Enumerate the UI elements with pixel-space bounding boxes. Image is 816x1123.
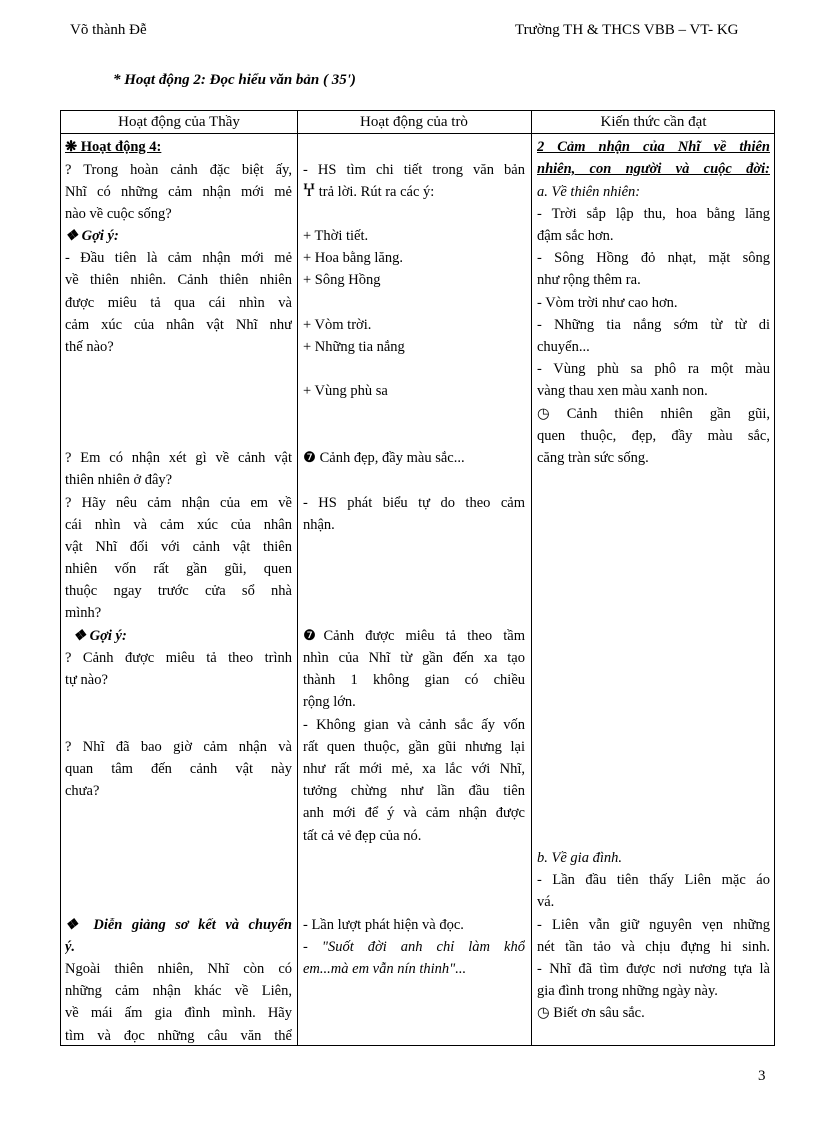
- text-line: + Vùng phù sa: [303, 383, 388, 399]
- section-title: * Hoạt động 2: Đọc hiểu văn bản ( 35'): [113, 72, 356, 88]
- text-line: rộng lớn.: [303, 694, 356, 710]
- text-line: - Sông Hồng đỏ nhạt, mặt sông: [537, 250, 770, 266]
- text-line: cảm xúc của nhân vật Nhĩ như: [65, 317, 292, 333]
- column-header-teacher: Hoạt động của Thầy: [118, 114, 240, 130]
- header-school: Trường TH & THCS VBB – VT- KG: [515, 22, 739, 38]
- text-line: vá.: [537, 894, 555, 910]
- text-line: như rộng thêm ra.: [537, 272, 641, 288]
- text-line: thế nào?: [65, 339, 114, 355]
- text-line: gia đình trong những ngày này.: [537, 983, 718, 999]
- subheading: a. Về thiên nhiên:: [537, 184, 641, 200]
- text-line: Ngoài thiên nhiên, Nhĩ còn có: [65, 961, 292, 977]
- text-line: quen thuộc, đẹp, đầy màu sắc,: [537, 428, 770, 444]
- column-header-student: Hoạt động của trò: [360, 114, 468, 130]
- text-line: nào về cuộc sống?: [65, 206, 172, 222]
- text-line: + Sông Hồng: [303, 272, 381, 288]
- text-line: nhiên vốn rất gần gũi, quen: [65, 561, 292, 577]
- text-line: ◷ Cảnh thiên nhiên gần gũi,: [537, 406, 770, 422]
- text-line: về mái ấm gia đình mình. Hãy: [65, 1005, 292, 1021]
- text-line: - Vòm trời như cao hơn.: [537, 295, 678, 311]
- text-line: những cảm nhận khác về Liên,: [65, 983, 292, 999]
- text-line: nhận.: [303, 517, 335, 533]
- hint-label: ❖ Gợi ý:: [65, 228, 119, 244]
- text-line: vật Nhĩ đối với cảnh vật thiên: [65, 539, 292, 555]
- text-line: anh mới để ý và cảm nhận được: [303, 805, 525, 821]
- text-line: - Đầu tiên là cảm nhận mới mẻ: [65, 250, 292, 266]
- header-author: Võ thành Đễ: [70, 22, 147, 38]
- text-line: nhìn của Nhĩ từ gần đến xa tạo: [303, 650, 525, 666]
- text-line: ? Em có nhận xét gì về cảnh vật: [65, 450, 292, 466]
- lesson-table: [60, 110, 775, 1046]
- text-line: tự nào?: [65, 672, 108, 688]
- text-line: - Lần lượt phát hiện và đọc.: [303, 917, 464, 933]
- summary-label: ❖ Diễn giảng sơ kết và chuyển: [65, 917, 292, 933]
- text-line: - HS tìm chi tiết trong văn bản: [303, 162, 525, 178]
- text-line: - Vùng phù sa phô ra một màu: [537, 361, 770, 377]
- text-line: - Liên vẫn giữ nguyên vẹn những: [537, 917, 770, 933]
- text-line: ◷ Biết ơn sâu sắc.: [537, 1005, 645, 1021]
- text-line: vàng thau xen màu xanh non.: [537, 383, 708, 399]
- text-line: Nhĩ có những cảm nhận mới mẻ: [65, 184, 292, 200]
- section-heading: 2 Cảm nhận của Nhĩ về thiên: [537, 139, 770, 155]
- text-line: + Thời tiết.: [303, 228, 369, 244]
- column-divider: [297, 111, 298, 1045]
- text-line: căng tràn sức sống.: [537, 450, 649, 466]
- text-line: ❼Cảnh được miêu tả theo tầm: [303, 628, 525, 644]
- text-line: thành 1 không gian có chiều: [303, 672, 525, 688]
- text-line: mình?: [65, 605, 102, 621]
- text-line: chưa?: [65, 783, 100, 799]
- text-line: - Nhĩ đã tìm được nơi nương tựa là: [537, 961, 770, 977]
- section-heading: nhiên, con người và cuộc đời:: [537, 161, 770, 177]
- text-line: quan tâm đến cảnh vật này: [65, 761, 292, 777]
- text-line: + Vòm trời.: [303, 317, 372, 333]
- column-header-knowledge: Kiến thức cần đạt: [600, 114, 707, 130]
- summary-label: ý.: [65, 939, 76, 955]
- text-line: Ⴤ trả lời. Rút ra các ý:: [303, 184, 435, 200]
- text-line: cái nhìn và cảm xúc của nhân: [65, 517, 292, 533]
- text-line: ? Trong hoàn cảnh đặc biệt ấy,: [65, 162, 292, 178]
- text-line: ? Nhĩ đã bao giờ cảm nhận và: [65, 739, 292, 755]
- text-line: thuộc ngay trước cửa sổ nhà: [65, 583, 292, 599]
- quote-line: - "Suốt đời anh chỉ làm khổ: [303, 939, 525, 955]
- text-line: - Không gian và cảnh sắc ấy vốn: [303, 717, 525, 733]
- text-line: ? Cảnh được miêu tả theo trình: [65, 650, 292, 666]
- text-line: - HS phát biểu tự do theo cảm: [303, 495, 525, 511]
- text-line: về thiên nhiên. Cảnh thiên nhiên: [65, 272, 292, 288]
- text-line: tưởng chừng như lần đầu tiên: [303, 783, 525, 799]
- text-line: như rất mới mẻ, xa lắc với Nhĩ,: [303, 761, 525, 777]
- page-number: 3: [758, 1068, 766, 1084]
- text-line: rất quen thuộc, gần gũi nhưng lại: [303, 739, 525, 755]
- text-line: đậm sắc hơn.: [537, 228, 614, 244]
- text-line: tất cả vẻ đẹp của nó.: [303, 828, 422, 844]
- text-line: + Hoa bằng lăng.: [303, 250, 403, 266]
- text-line: tìm và đọc những câu văn thể: [65, 1028, 292, 1044]
- text-line: ❼ Cảnh đẹp, đầy màu sắc...: [303, 450, 465, 466]
- text-line: nét tần tảo và chịu đựng hi sinh.: [537, 939, 770, 955]
- text-line: chuyển...: [537, 339, 590, 355]
- text-line: ? Hãy nêu cảm nhận của em về: [65, 495, 292, 511]
- text-line: được miêu tả qua cái nhìn và: [65, 295, 292, 311]
- column-divider: [531, 111, 532, 1045]
- header-divider: [61, 133, 774, 134]
- activity-heading: ❋ Hoạt động 4:: [65, 139, 162, 155]
- text-line: - Lần đầu tiên thấy Liên mặc áo: [537, 872, 770, 888]
- text-line: - Trời sắp lập thu, hoa bằng lăng: [537, 206, 770, 222]
- quote-line: em...mà em vẫn nín thinh"...: [303, 961, 467, 977]
- text-line: thiên nhiên ở đây?: [65, 472, 173, 488]
- text-line: + Những tia nắng: [303, 339, 405, 355]
- hint-label: ❖ Gợi ý:: [73, 628, 127, 644]
- subheading: b. Về gia đình.: [537, 850, 622, 866]
- text-line: - Những tia nắng sớm từ từ di: [537, 317, 770, 333]
